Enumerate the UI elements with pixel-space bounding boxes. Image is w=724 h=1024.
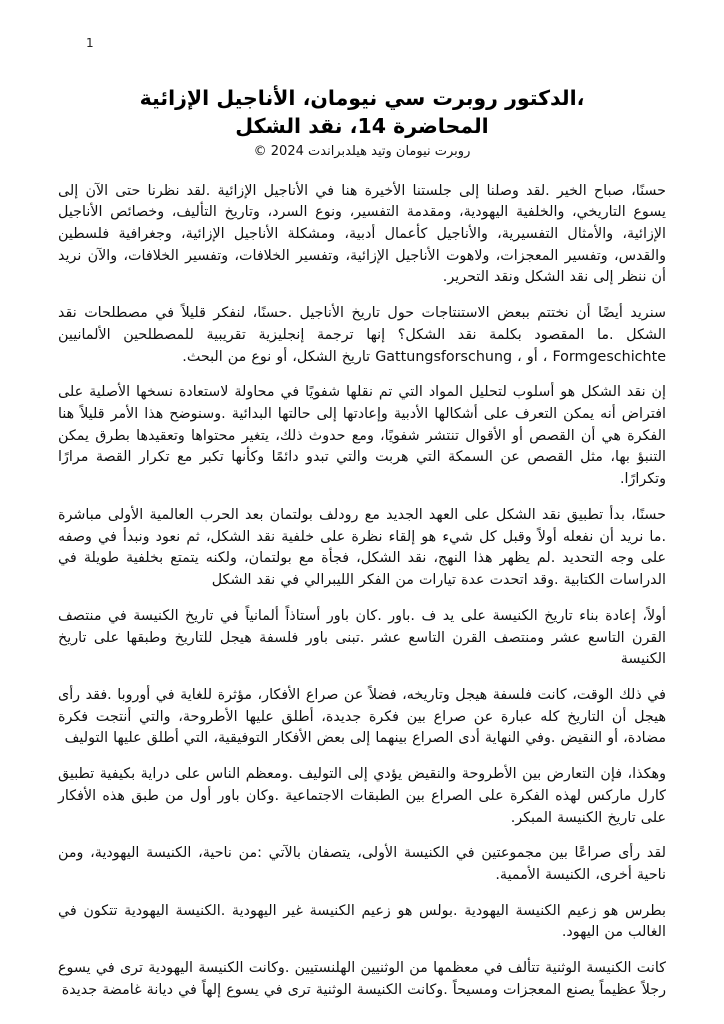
paragraph: أولاً، إعادة بناء تاريخ الكنيسة على يد ف .باور .كان باور أستاذاً ألمانياً في تاريخ الكنيسة في منتصف القرن التاسع عشر ومنتصف القرن التاسع عشر .تبنى باور فلسفة هيجل للتاريخ وطبقها على تاريخ الكنيسة: [58, 607, 666, 668]
document-body: [58, 181, 666, 1002]
document-title-line-2: المحاضرة 14، نقد الشكل: [235, 114, 489, 139]
paragraph: كانت الكنيسة الوثنية تتألف في معظمها من الوثنيين الهلنستيين .وكانت الكنيسة اليهودية ترى في يسوع رجلاً عظيماً يصنع المعجزات ومسيحاً .وكانت الكنيسة الوثنية ترى في يسوع إلهاً في ديانة غامضة جديدة: [58, 960, 666, 998]
paragraph: إن نقد الشكل هو أسلوب لتحليل المواد التي تم نقلها شفويًا في محاولة لاستعادة نسخها الأصلية على افتراض أنه يمكن التعرف على أشكالها الأدبية وإعادتها إلى حالتها البدائية .وسنوضح هذا الأمر قليلاً هنا الفكرة هي أن القصص أو الأقوال تنتشر شفويًا، ومع حدوث ذلك، يتغير محتواها وتعقيدها بطرق يمكن التنبؤ بها، مثل القصص عن السمكة التي هربت والتي تبدو دائمًا وكأنها تكبر مع تكرار القصة مرارًا وتكرارًا.: [58, 384, 666, 488]
paragraph: بطرس هو زعيم الكنيسة اليهودية .بولس هو زعيم الكنيسة غير اليهودية .الكنيسة اليهودية تتكون في الغالب من اليهود.: [58, 902, 666, 941]
page-number: 1: [86, 36, 94, 50]
document-title-line-1: ،الدكتور روبرت سي نيومان، الأناجيل الإزائية: [139, 86, 585, 110]
paragraph: حسنًا، صباح الخير .لقد وصلنا إلى جلستنا الأخيرة هنا في الأناجيل الإزائية .لقد نظرنا حتى الآن إلى يسوع التاريخي، والخلفية اليهودية، ومقدمة التفسير، ونوع السرد، وتاريخ التأليف، وخصائص الأناجيل الإزائية، والأمثال التفسيرية، والأناجيل كأعمال أدبية، ومشكلة الأناجيل الإزائية، وجغرافية فلسطين والقدس، وتفسير المعجزات، ولاهوت الأناجيل الإزائية، وتفسير الخلافات، وتفسير الخلافات، والآن نريد أن ننظر إلى نقد الشكل ونقد التحرير.: [58, 182, 666, 286]
paragraph: في ذلك الوقت، كانت فلسفة هيجل وتاريخه، فضلاً عن صراع الأفكار، مؤثرة للغاية في أوروبا .فقد رأى هيجل أن التاريخ كله عبارة عن صراع بين فكرة جديدة، أطلق عليها الأطروحة، والتي أنتجت فكرة مضادة، أو النقيض .وفي النهاية أدى الصراع بينهما إلى بعض الأفكار التوفيقية، التي أطلق عليها التوليف: [58, 686, 666, 747]
paragraph: لقد رأى صراعًا بين مجموعتين في الكنيسة الأولى، يتصفان بالآتي :من ناحية، الكنيسة اليهودية، ومن ناحية أخرى، الكنيسة الأممية.: [58, 845, 666, 883]
paragraph: حسنًا، بدأ تطبيق نقد الشكل على العهد الجديد مع رودلف بولتمان بعد الحرب العالمية الأولى مباشرة .ما نريد أن نفعله أولاً وقبل كل شيء هو إلقاء نظرة على خلفية نقد الشكل، ثم نعود ونبدأ في وصفه على وجه التحديد .لم يظهر هذا النهج، نقد الشكل، فجأة مع بولتمان، ولكنه يتمتع بخلفية طويلة في الدراسات الكتابية .وقد اتحدت عدة تيارات من الفكر الليبرالي في نقد الشكل: [58, 506, 666, 589]
copyright-line: روبرت نيومان وتيد هيلدبراندت 2024 ©: [253, 143, 471, 159]
document-header: [58, 84, 666, 159]
paragraph: وهكذا، فإن التعارض بين الأطروحة والنقيض يؤدي إلى التوليف .ومعظم الناس على دراية بكيفية تطبيق كارل ماركس لهذه الفكرة على الصراع بين الطبقات الاجتماعية .وكان باور أول من طبق هذه الأفكار على تاريخ الكنيسة المبكر.: [58, 766, 666, 826]
paragraph: سنريد أيضًا أن نختتم ببعض الاستنتاجات حول تاريخ الأناجيل .حسنًا، لنفكر قليلاً في مصطلحات نقد الشكل .ما المقصود بكلمة نقد الشكل؟ إنها ترجمة إنجليزية تقريبية للمصطلحين الألمانيين Formgeschichte ، أو ، Gattungsforschung تاريخ الشكل، أو نوع من البحث.: [58, 305, 666, 365]
